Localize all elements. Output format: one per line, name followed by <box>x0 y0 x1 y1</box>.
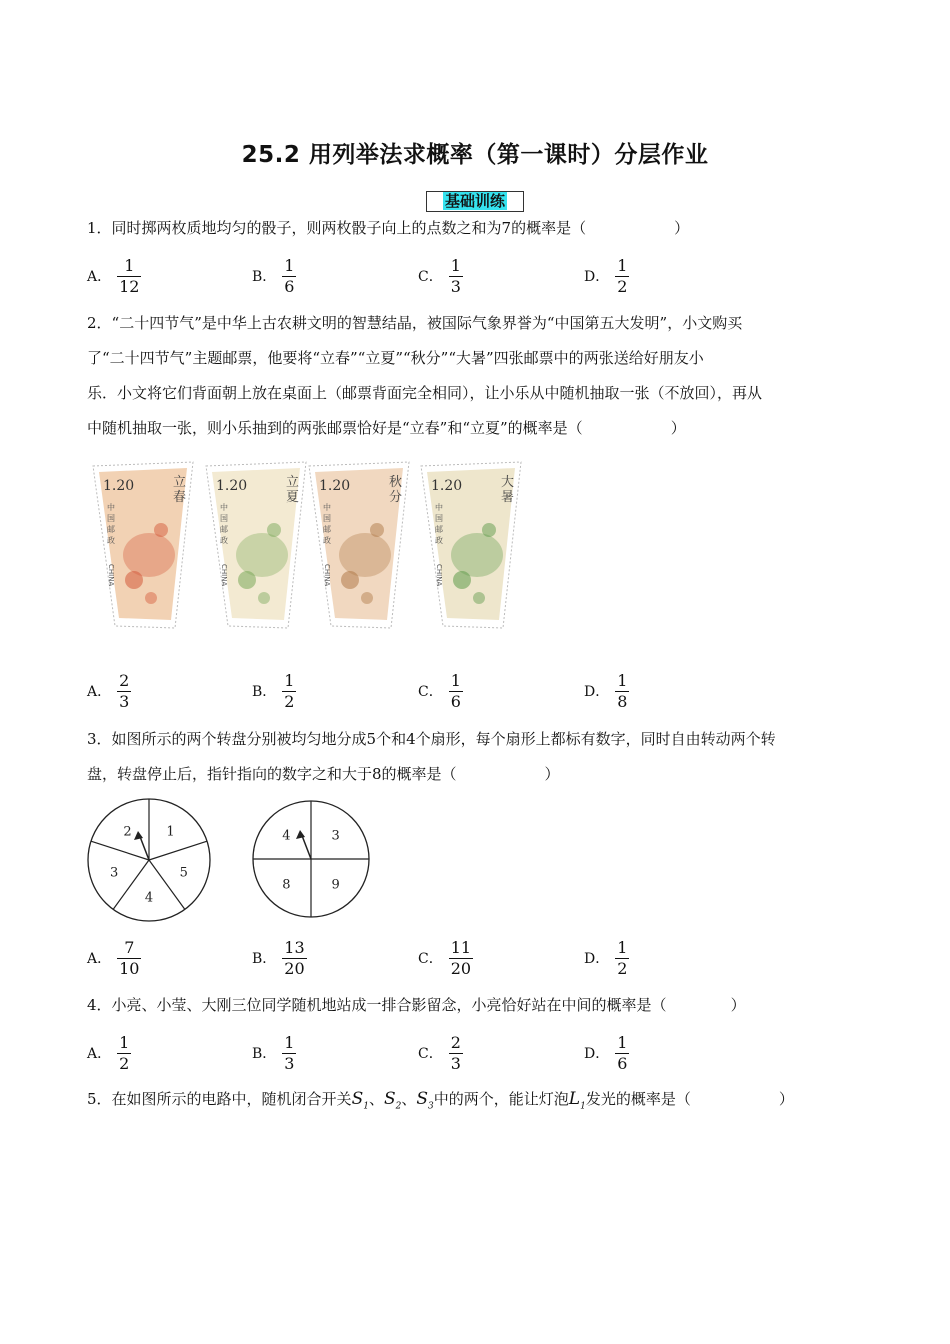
fraction-denominator: 2 <box>119 1053 130 1073</box>
fraction <box>117 1033 131 1074</box>
page-title: 25.2 用列举法求概率（第一课时）分层作业 <box>241 142 709 168</box>
question-number: 5． <box>87 1090 112 1108</box>
spinner-divider <box>149 841 207 860</box>
fraction-numerator: 1 <box>617 1032 628 1052</box>
switch-s1: $S_1$ <box>351 1089 369 1112</box>
fraction-numerator: 1 <box>284 255 295 275</box>
fraction-numerator: 1 <box>617 670 628 690</box>
question-text: 发光的概率是（ <box>585 1090 691 1108</box>
stamp-art <box>145 592 157 604</box>
option-a <box>87 667 131 715</box>
option-a <box>87 252 141 300</box>
spinners-figure <box>87 797 387 925</box>
fraction-denominator: 10 <box>119 958 140 978</box>
fraction-numerator: 2 <box>450 1032 461 1052</box>
spinner-divider <box>91 841 149 860</box>
option-label: D． <box>584 684 610 700</box>
fraction <box>449 256 463 297</box>
fraction-numerator: 11 <box>450 937 472 957</box>
stamp-art <box>473 592 485 604</box>
question-number: 1． <box>87 219 112 237</box>
stamp-art <box>125 571 143 589</box>
option-label: C． <box>418 269 443 285</box>
stamps-figure <box>87 460 537 630</box>
fraction <box>449 938 473 979</box>
fraction <box>449 671 463 712</box>
option-label: C． <box>418 951 443 967</box>
stamp-country: 中国邮政 <box>220 503 228 545</box>
fraction <box>615 938 629 979</box>
option-label: B． <box>252 684 277 700</box>
fraction-numerator: 2 <box>119 670 130 690</box>
stamp-country: 中国邮政 <box>435 503 443 545</box>
stamp-name: 立夏 <box>286 475 300 505</box>
fraction-denominator: 2 <box>617 958 628 978</box>
fraction-denominator: 3 <box>284 1053 295 1073</box>
stamp <box>421 462 521 628</box>
question-1-options <box>87 252 787 300</box>
question-2-line-4 <box>87 411 867 446</box>
question-2-line-2: 了“二十四节气”主题邮票，他要将“立春”“立夏”“秋分”“大暑”四张邮票中的两张送给好朋友小 <box>87 349 704 367</box>
spinner-number: 2 <box>123 824 132 840</box>
option-a <box>87 1029 131 1077</box>
switch-s3: $S_3$ <box>416 1089 434 1112</box>
question-text: 小亮、小莹、大刚三位同学随机地站成一排合影留念，小亮恰好站在中间的概率是（ <box>111 996 667 1014</box>
fraction-denominator: 12 <box>119 276 140 296</box>
option-label: A． <box>87 684 112 700</box>
question-5-line <box>87 1082 867 1124</box>
spinner-number: 9 <box>331 877 340 893</box>
stamp-art <box>341 571 359 589</box>
fraction-denominator: 8 <box>617 691 628 711</box>
fraction-denominator: 6 <box>450 691 461 711</box>
question-2-line-1 <box>87 306 867 341</box>
fraction-denominator: 6 <box>617 1053 628 1073</box>
fraction <box>282 938 306 979</box>
paren-close: ） <box>730 996 746 1014</box>
question-4-options <box>87 1029 787 1077</box>
question-text: 在如图所示的电路中，随机闭合开关 <box>111 1090 352 1108</box>
question-3 <box>87 722 867 792</box>
option-label: A． <box>87 951 112 967</box>
paren-close: ） <box>674 219 690 237</box>
fraction <box>117 256 141 297</box>
question-3-line-2 <box>87 757 867 792</box>
stamp-name: 秋分 <box>389 475 403 505</box>
section-label: 基础训练 <box>444 192 505 210</box>
fraction-numerator: 1 <box>284 670 295 690</box>
fraction <box>615 671 629 712</box>
separator: 、 <box>368 1090 384 1108</box>
spinner-2 <box>253 801 369 917</box>
option-label: B． <box>252 269 277 285</box>
stamp-art <box>236 533 288 577</box>
stamp <box>309 462 409 628</box>
stamp-value: 1.20 <box>103 478 135 494</box>
stamp-art <box>339 533 391 577</box>
bulb-l1: $L_1$ <box>568 1089 586 1112</box>
fraction-denominator: 2 <box>617 276 628 296</box>
option-c <box>418 1029 463 1077</box>
stamp-art <box>453 571 471 589</box>
fraction-numerator: 1 <box>119 1032 130 1052</box>
spinner-number: 3 <box>110 865 119 881</box>
question-text: 同时掷两枚质地均匀的骰子，则两枚骰子向上的点数之和为7的概率是（ <box>111 219 587 237</box>
fraction-denominator: 6 <box>284 276 295 296</box>
question-text: 盘，转盘停止后，指针指向的数字之和大于8的概率是（ <box>87 765 457 783</box>
spinner-number: 4 <box>282 828 291 844</box>
option-label: C． <box>418 684 443 700</box>
question-number: 2． <box>87 314 112 332</box>
stamp-art <box>267 523 281 537</box>
option-b <box>252 1029 296 1077</box>
spinner-1 <box>88 799 210 921</box>
stamp-value: 1.20 <box>216 478 248 494</box>
spinner-number: 5 <box>179 865 188 881</box>
fraction <box>615 1033 629 1074</box>
question-4-line <box>87 988 867 1023</box>
option-label: D． <box>584 269 610 285</box>
stamp-value: 1.20 <box>431 478 463 494</box>
stamp-art <box>258 592 270 604</box>
stamp-name: 大暑 <box>501 475 515 505</box>
fraction <box>117 671 131 712</box>
stamp <box>206 462 306 628</box>
question-text: 如图所示的两个转盘分别被均匀地分成5个和4个扇形，每个扇形上都标有数字，同时自由转动两个转 <box>111 730 776 748</box>
spinner-number: 4 <box>144 890 154 906</box>
fraction-denominator: 3 <box>119 691 130 711</box>
stamp-art <box>238 571 256 589</box>
question-5 <box>87 1082 867 1124</box>
question-3-line-1 <box>87 722 867 757</box>
paren-close: ） <box>670 419 686 437</box>
stamp-value: 1.20 <box>319 478 351 494</box>
stamp-country: 中国邮政 <box>323 503 331 545</box>
stamp-art <box>482 523 496 537</box>
stamp-art <box>451 533 503 577</box>
option-label: B． <box>252 951 277 967</box>
stamp-art <box>370 523 384 537</box>
stamp <box>93 462 193 628</box>
option-d <box>584 667 629 715</box>
fraction-numerator: 13 <box>284 937 305 957</box>
option-label: A． <box>87 1046 112 1062</box>
switch-s2: $S_2$ <box>383 1089 402 1112</box>
option-c <box>418 667 463 715</box>
stamp-latin: CHINA <box>220 564 228 587</box>
option-b <box>252 934 307 982</box>
question-3-options <box>87 934 787 982</box>
spinner-pointer-head <box>134 831 143 840</box>
section-header-wrap <box>0 191 950 212</box>
fraction <box>449 1033 463 1074</box>
question-text: 中随机抽取一张，则小乐抽到的两张邮票恰好是“立春”和“立夏”的概率是（ <box>87 419 583 437</box>
fraction-numerator: 1 <box>617 255 628 275</box>
fraction-numerator: 1 <box>617 937 628 957</box>
fraction-denominator: 2 <box>284 691 295 711</box>
option-d <box>584 934 629 982</box>
question-4 <box>87 988 867 1023</box>
question-number: 3． <box>87 730 112 748</box>
spinner-number: 3 <box>331 828 340 844</box>
question-2-options <box>87 667 787 715</box>
fraction <box>117 938 141 979</box>
fraction-denominator: 20 <box>450 958 472 978</box>
option-label: B． <box>252 1046 277 1062</box>
question-text: 中的两个，能让灯泡 <box>433 1090 569 1108</box>
paren-close: ） <box>544 765 560 783</box>
fraction-numerator: 1 <box>450 670 461 690</box>
spinner-number: 8 <box>282 877 291 893</box>
fraction <box>282 256 296 297</box>
fraction-numerator: 1 <box>284 1032 295 1052</box>
option-b <box>252 252 296 300</box>
spinner-number: 1 <box>166 824 175 840</box>
question-text: “二十四节气”是中华上古农耕文明的智慧结晶，被国际气象界誉为“中国第五大发明”，小文购买 <box>111 314 743 332</box>
option-d <box>584 1029 629 1077</box>
stamp-latin: CHINA <box>107 564 115 587</box>
question-2-line-3: 乐．小文将它们背面朝上放在桌面上（邮票背面完全相同），让小乐从中随机抽取一张（不放回），再从 <box>87 384 763 402</box>
stamp-country: 中国邮政 <box>107 503 115 545</box>
question-1 <box>87 211 867 246</box>
question-1-line <box>87 211 867 246</box>
option-label: A． <box>87 269 112 285</box>
stamp-art <box>361 592 373 604</box>
option-c <box>418 934 473 982</box>
fraction-denominator: 3 <box>450 276 461 296</box>
fraction-numerator: 1 <box>124 255 135 275</box>
option-label: D． <box>584 1046 610 1062</box>
stamp-name: 立春 <box>173 475 187 505</box>
stamp-latin: CHINA <box>323 564 331 587</box>
stamp-art <box>154 523 168 537</box>
question-2 <box>87 306 867 446</box>
fraction-numerator: 7 <box>124 937 135 957</box>
fraction-denominator: 3 <box>450 1053 461 1073</box>
section-header <box>426 191 524 212</box>
fraction <box>282 1033 296 1074</box>
option-a <box>87 934 141 982</box>
question-number: 4． <box>87 996 112 1014</box>
spinner-divider <box>113 860 149 909</box>
fraction-denominator: 20 <box>284 958 305 978</box>
stamp-art <box>123 533 175 577</box>
fraction <box>615 256 629 297</box>
spinner-pointer-head <box>296 830 305 839</box>
option-b <box>252 667 296 715</box>
stamp-latin: CHINA <box>435 564 443 587</box>
fraction-numerator: 1 <box>450 255 461 275</box>
paren-close: ） <box>778 1090 794 1108</box>
option-d <box>584 252 629 300</box>
option-label: C． <box>418 1046 443 1062</box>
fraction <box>282 671 296 712</box>
option-label: D． <box>584 951 610 967</box>
separator: 、 <box>401 1090 417 1108</box>
option-c <box>418 252 463 300</box>
